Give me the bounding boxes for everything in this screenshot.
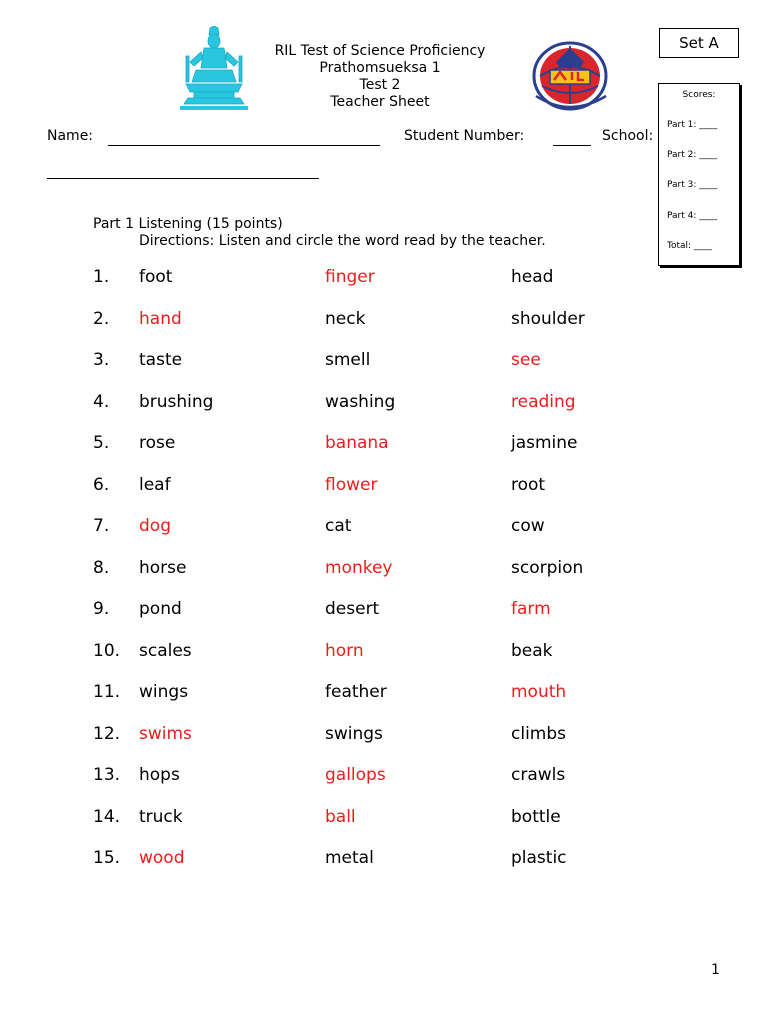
score-part-3: Part 3: ____ — [667, 180, 718, 190]
page-number: 1 — [711, 962, 720, 978]
student-number-label: Student Number: — [404, 128, 525, 144]
question-number: 11. — [93, 682, 121, 702]
question-row — [0, 598, 768, 620]
word-option[interactable]: jasmine — [511, 433, 578, 453]
question-row — [0, 391, 768, 413]
word-option[interactable]: foot — [139, 267, 173, 287]
question-row — [0, 681, 768, 703]
institute-globe-logo — [526, 38, 616, 118]
word-option[interactable]: desert — [325, 599, 380, 619]
word-option[interactable]: bottle — [511, 807, 561, 827]
word-option[interactable]: swings — [325, 724, 383, 744]
seated-figure-icon — [172, 26, 256, 114]
word-option[interactable]: crawls — [511, 765, 566, 785]
question-row — [0, 764, 768, 786]
word-option[interactable]: cat — [325, 516, 352, 536]
sheet-type: Teacher Sheet — [330, 94, 430, 110]
question-number: 1. — [93, 267, 110, 287]
score-part-4: Part 4: ____ — [667, 211, 718, 221]
answer-option[interactable]: mouth — [511, 682, 567, 702]
question-row — [0, 557, 768, 579]
answer-option[interactable]: farm — [511, 599, 551, 619]
answer-option[interactable]: banana — [325, 433, 389, 453]
answer-option[interactable]: dog — [139, 516, 171, 536]
question-number: 10. — [93, 641, 121, 661]
school-field-line[interactable] — [47, 178, 319, 179]
question-row — [0, 723, 768, 745]
question-row — [0, 806, 768, 828]
answer-option[interactable]: wood — [139, 848, 185, 868]
word-option[interactable]: scorpion — [511, 558, 584, 578]
word-option[interactable]: cow — [511, 516, 545, 536]
student-number-field-line[interactable] — [553, 145, 591, 146]
answer-option[interactable]: see — [511, 350, 541, 370]
question-number: 15. — [93, 848, 121, 868]
word-option[interactable]: smell — [325, 350, 371, 370]
question-number: 13. — [93, 765, 121, 785]
question-number: 8. — [93, 558, 110, 578]
question-row — [0, 349, 768, 371]
answer-option[interactable]: monkey — [325, 558, 393, 578]
test-number: Test 2 — [359, 77, 401, 93]
answer-option[interactable]: ball — [325, 807, 356, 827]
question-row — [0, 474, 768, 496]
word-option[interactable]: plastic — [511, 848, 567, 868]
question-row — [0, 308, 768, 330]
word-option[interactable]: climbs — [511, 724, 567, 744]
scores-box — [658, 83, 740, 266]
answer-option[interactable]: gallops — [325, 765, 386, 785]
word-option[interactable]: taste — [139, 350, 183, 370]
word-option[interactable]: feather — [325, 682, 387, 702]
word-option[interactable]: metal — [325, 848, 374, 868]
question-number: 4. — [93, 392, 110, 412]
answer-option[interactable]: finger — [325, 267, 375, 287]
word-option[interactable]: beak — [511, 641, 553, 661]
word-option[interactable]: washing — [325, 392, 396, 412]
word-option[interactable]: pond — [139, 599, 182, 619]
question-number: 3. — [93, 350, 110, 370]
score-part-1: Part 1: ____ — [667, 120, 718, 130]
word-option[interactable]: scales — [139, 641, 192, 661]
question-number: 12. — [93, 724, 121, 744]
word-option[interactable]: horse — [139, 558, 187, 578]
globe-icon — [526, 38, 616, 118]
question-number: 2. — [93, 309, 110, 329]
word-option[interactable]: truck — [139, 807, 183, 827]
answer-option[interactable]: reading — [511, 392, 576, 412]
score-part-2: Part 2: ____ — [667, 150, 718, 160]
word-option[interactable]: leaf — [139, 475, 171, 495]
question-row — [0, 432, 768, 454]
part-1-directions: Directions: Listen and circle the word read by the teacher. — [139, 233, 546, 249]
word-option[interactable]: rose — [139, 433, 176, 453]
name-field-line[interactable] — [108, 145, 380, 146]
question-number: 5. — [93, 433, 110, 453]
question-row — [0, 640, 768, 662]
answer-option[interactable]: horn — [325, 641, 364, 661]
question-number: 7. — [93, 516, 110, 536]
word-option[interactable]: root — [511, 475, 546, 495]
test-title: RIL Test of Science Proficiency — [274, 43, 486, 59]
part-1-title: Part 1 Listening (15 points) — [93, 216, 283, 232]
answer-option[interactable]: swims — [139, 724, 192, 744]
name-label: Name: — [47, 128, 94, 144]
question-number: 9. — [93, 599, 110, 619]
set-label-box: Set A — [659, 28, 739, 58]
word-option[interactable]: neck — [325, 309, 366, 329]
word-option[interactable]: brushing — [139, 392, 214, 412]
word-option[interactable]: head — [511, 267, 554, 287]
question-number: 6. — [93, 475, 110, 495]
answer-option[interactable]: flower — [325, 475, 378, 495]
question-row — [0, 847, 768, 869]
question-row — [0, 515, 768, 537]
word-option[interactable]: hops — [139, 765, 180, 785]
answer-option[interactable]: hand — [139, 309, 182, 329]
school-label: School: — [602, 128, 654, 144]
word-option[interactable]: shoulder — [511, 309, 585, 329]
scores-title: Scores: — [682, 90, 716, 100]
word-option[interactable]: wings — [139, 682, 189, 702]
grade-level: Prathomsueksa 1 — [319, 60, 441, 76]
question-number: 14. — [93, 807, 121, 827]
score-total: Total: ____ — [667, 241, 712, 251]
question-row — [0, 266, 768, 288]
school-emblem-logo — [172, 26, 256, 114]
